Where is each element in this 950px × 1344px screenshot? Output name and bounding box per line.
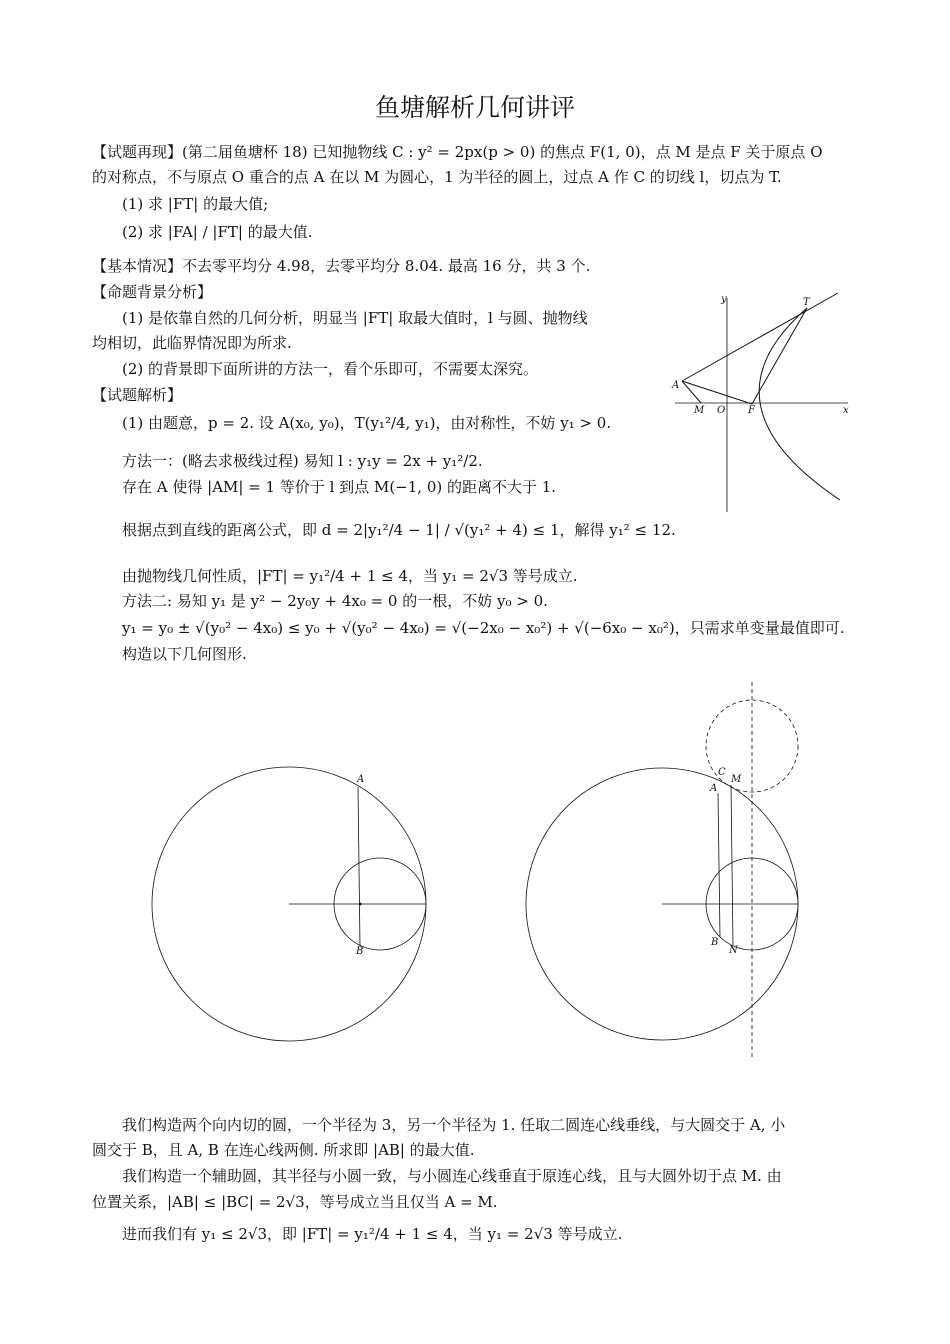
label-M: M — [731, 774, 742, 785]
question-1: (1) 求 |FT| 的最大值; — [122, 195, 269, 213]
analysis-line-3: 存在 A 使得 |AM| = 1 等价于 l 到点 M(−1, 0) 的距离不大于 1. — [122, 478, 557, 496]
label-N: N — [729, 945, 738, 956]
label-F: F — [748, 405, 755, 416]
label-T: T — [803, 297, 810, 308]
conclusion-p1b: 圆交于 B，且 A, B 在连心线两侧. 所求即 |AB| 的最大值. — [92, 1141, 475, 1159]
label-C: C — [718, 767, 726, 778]
label-A: A — [672, 380, 680, 391]
parabola — [759, 308, 840, 500]
parabola-figure — [668, 290, 858, 515]
question-2: (2) 求 |FA| / |FT| 的最大值. — [122, 223, 313, 241]
basic-info: 【基本情况】不去零平均分 4.98，去零平均分 8.04. 最高 16 分，共 3 个. — [92, 257, 591, 275]
label-x: x — [843, 405, 849, 416]
analysis-line-6: 方法二: 易知 y₁ 是 y² − 2y₀y + 4x₀ = 0 的一根，不妨 y₀ > 0. — [122, 592, 548, 610]
label-O: O — [717, 405, 726, 416]
problem-line-2: 的对称点，不与原点 O 重合的点 A 在以 M 为圆心，1 为半径的圆上，过点 A 作 C 的切线 l，切点为 T. — [92, 168, 782, 186]
label-B: B — [711, 937, 719, 948]
analysis-line-1: (1) 由题意，p = 2. 设 A(x₀, y₀)，T(y₁²/4, y₁)，由对称性，不妨 y₁ > 0. — [122, 414, 612, 432]
label-y: y — [721, 294, 727, 305]
analysis-line-7: y₁ = y₀ ± √(y₀² − 4x₀) ≤ y₀ + √(y₀² − 4x₀) = √(−2x₀ − x₀²) + √(−6x₀ − x₀²)，只需求单变量最值即可. — [122, 619, 845, 637]
conclusion-p1a: 我们构造两个向内切的圆，一个半径为 3，另一个半径为 1. 任取二圆连心线垂线，与大圆交于 A, 小 — [122, 1116, 786, 1134]
conclusion-p3: 进而我们有 y₁ ≤ 2√3，即 |FT| = y₁²/4 + 1 ≤ 4，当 y₁ = 2√3 等号成立. — [122, 1225, 623, 1243]
page-title: 鱼塘解析几何讲评 — [374, 93, 575, 122]
segment-MN — [731, 785, 733, 945]
analysis-line-8: 构造以下几何图形. — [122, 645, 247, 663]
analysis-line-2: 方法一：(略去求极线过程) 易知 l : y₁y = 2x + y₁²/2. — [122, 452, 483, 470]
label-M: M — [694, 405, 705, 416]
triangle-AFT — [682, 308, 807, 404]
conclusion-p2a: 我们构造一个辅助圆，其半径与小圆一致，与小圆连心线垂直于原连心线，且与大圆外切于点 M. 由 — [122, 1167, 782, 1185]
label-A: A — [710, 783, 718, 794]
segment-AB — [718, 793, 720, 937]
background-p2: (2) 的背景即下面所讲的方法一，看个乐即可，不需要太深究。 — [122, 360, 539, 378]
segment-AB — [358, 787, 360, 946]
tangent-line — [682, 293, 838, 381]
background-p1b: 均相切，此临界情况即为所求. — [92, 334, 292, 352]
label-B: B — [356, 946, 364, 957]
analysis-heading: 【试题解析】 — [92, 386, 183, 404]
tangent-circles-figure — [145, 760, 435, 1050]
background-heading: 【命题背景分析】 — [92, 283, 213, 301]
conclusion-p2b: 位置关系，|AB| ≤ |BC| = 2√3，等号成立当且仅当 A = M. — [92, 1193, 498, 1211]
label-A: A — [357, 774, 365, 785]
analysis-line-4: 根据点到直线的距离公式，即 d = 2|y₁²/4 − 1| / √(y₁² + 4) ≤ 1，解得 y₁² ≤ 12. — [122, 521, 676, 539]
analysis-line-5: 由抛物线几何性质，|FT| = y₁²/4 + 1 ≤ 4，当 y₁ = 2√3 等号成立. — [122, 567, 578, 585]
background-p1a: (1) 是依靠自然的几何分析，明显当 |FT| 取最大值时，l 与圆、抛物线 — [122, 309, 588, 327]
auxiliary-circle-figure — [520, 680, 810, 1065]
problem-line-1: 【试题再现】(第二届鱼塘杯 18) 已知抛物线 C : y² = 2px(p > 0) 的焦点 F(1, 0)，点 M 是点 F 关于原点 O — [92, 143, 823, 161]
